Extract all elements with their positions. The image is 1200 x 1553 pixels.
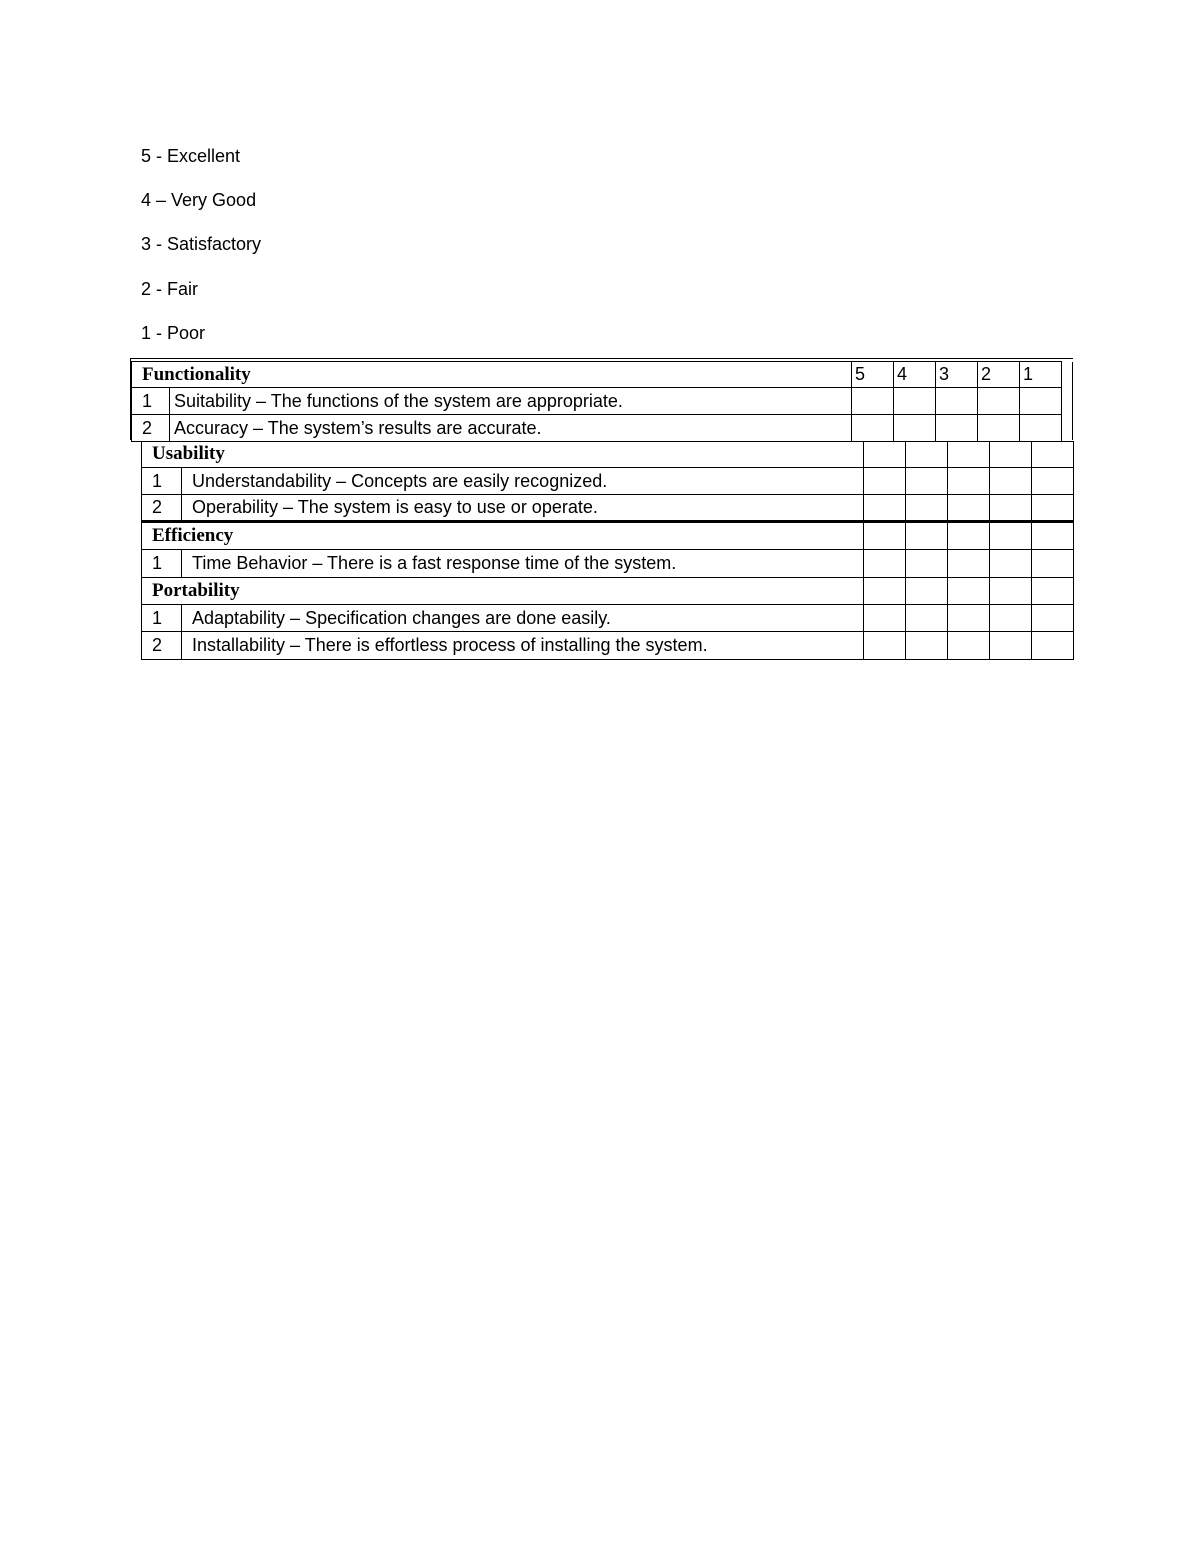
rating-cell-1[interactable]: [1032, 495, 1074, 522]
rating-cell-3: [948, 442, 990, 468]
rating-cell-1[interactable]: [1020, 415, 1062, 442]
legend-item-3: 3 - Satisfactory: [141, 234, 262, 254]
rating-header-5: 5: [852, 362, 894, 388]
table-row: [132, 388, 1062, 415]
rating-cell-1: [1032, 522, 1074, 550]
rating-cell-3[interactable]: [948, 495, 990, 522]
legend-item-4: 4 – Very Good: [141, 190, 257, 210]
section-title-usability: Usability: [142, 442, 864, 468]
rating-cell-4[interactable]: [906, 632, 948, 660]
rating-cell-2: [990, 442, 1032, 468]
rating-cell-2[interactable]: [978, 388, 1020, 415]
rating-cell-3[interactable]: [948, 605, 990, 632]
rating-cell-5[interactable]: [864, 632, 906, 660]
section-title-efficiency: Efficiency: [142, 522, 864, 550]
functionality-header-row: [132, 362, 1062, 388]
rating-cell-4[interactable]: [894, 388, 936, 415]
rating-cell-1[interactable]: [1032, 605, 1074, 632]
rating-cell-3[interactable]: [948, 632, 990, 660]
table-row: [132, 415, 1062, 442]
criterion-text: Time Behavior – There is a fast response time of the system.: [182, 550, 864, 578]
table-row: [142, 550, 1074, 578]
section-row-portability: [142, 578, 1074, 605]
rating-cell-4[interactable]: [906, 550, 948, 578]
rating-cell-1: [1032, 442, 1074, 468]
rating-cell-4: [906, 578, 948, 605]
rating-cell-5[interactable]: [864, 495, 906, 522]
rating-header-1: 1: [1020, 362, 1062, 388]
rating-cell-4: [906, 522, 948, 550]
rating-cell-2: [990, 522, 1032, 550]
rating-cell-4[interactable]: [906, 495, 948, 522]
frame-right-line: [1072, 362, 1073, 440]
table-row: [142, 632, 1074, 660]
rating-cell-2[interactable]: [990, 605, 1032, 632]
row-number: 2: [132, 415, 170, 442]
frame-top-line: [130, 358, 1073, 359]
table-row: [142, 605, 1074, 632]
rating-cell-3[interactable]: [948, 550, 990, 578]
row-number: 1: [142, 605, 182, 632]
rating-cell-4: [906, 442, 948, 468]
rating-header-4: 4: [894, 362, 936, 388]
rating-cell-5: [864, 522, 906, 550]
row-number: 1: [142, 468, 182, 495]
row-number: 1: [132, 388, 170, 415]
row-number: 2: [142, 495, 182, 522]
criterion-text: Adaptability – Specification changes are done easily.: [182, 605, 864, 632]
criteria-table: [141, 441, 1074, 660]
rating-cell-5[interactable]: [852, 388, 894, 415]
rating-cell-3: [948, 522, 990, 550]
rating-cell-3[interactable]: [948, 468, 990, 495]
table-row: [142, 468, 1074, 495]
rating-cell-1[interactable]: [1032, 632, 1074, 660]
section-row-usability: [142, 442, 1074, 468]
criterion-text: Understandability – Concepts are easily recognized.: [182, 468, 864, 495]
section-row-efficiency: [142, 522, 1074, 550]
rating-header-3: 3: [936, 362, 978, 388]
rating-cell-5[interactable]: [864, 605, 906, 632]
rating-cell-3[interactable]: [936, 388, 978, 415]
criterion-text: Suitability – The functions of the system are appropriate.: [170, 388, 852, 415]
rating-cell-2[interactable]: [990, 632, 1032, 660]
criterion-text: Accuracy – The system’s results are accurate.: [170, 415, 852, 442]
rating-cell-2[interactable]: [990, 468, 1032, 495]
rating-cell-5: [864, 442, 906, 468]
rating-cell-5: [864, 578, 906, 605]
rating-cell-4[interactable]: [906, 468, 948, 495]
rating-cell-5[interactable]: [864, 468, 906, 495]
section-title-functionality: Functionality: [132, 362, 852, 388]
row-number: 2: [142, 632, 182, 660]
rating-cell-3[interactable]: [936, 415, 978, 442]
rating-cell-5[interactable]: [864, 550, 906, 578]
rating-cell-1[interactable]: [1032, 468, 1074, 495]
rating-cell-5[interactable]: [852, 415, 894, 442]
rating-cell-4[interactable]: [894, 415, 936, 442]
rating-cell-2[interactable]: [990, 550, 1032, 578]
rating-cell-2[interactable]: [990, 495, 1032, 522]
rating-cell-2[interactable]: [978, 415, 1020, 442]
criterion-text: Installability – There is effortless process of installing the system.: [182, 632, 864, 660]
legend-item-5: 5 - Excellent: [141, 146, 241, 166]
rating-cell-4[interactable]: [906, 605, 948, 632]
legend-item-1: 1 - Poor: [141, 323, 206, 343]
row-number: 1: [142, 550, 182, 578]
rating-cell-1[interactable]: [1020, 388, 1062, 415]
table-row: [142, 495, 1074, 522]
rating-cell-3: [948, 578, 990, 605]
rating-header-2: 2: [978, 362, 1020, 388]
rating-cell-1[interactable]: [1032, 550, 1074, 578]
functionality-table: [131, 361, 1062, 442]
legend-item-2: 2 - Fair: [141, 279, 199, 299]
section-title-portability: Portability: [142, 578, 864, 605]
rating-cell-2: [990, 578, 1032, 605]
rating-cell-1: [1032, 578, 1074, 605]
criterion-text: Operability – The system is easy to use or operate.: [182, 495, 864, 522]
